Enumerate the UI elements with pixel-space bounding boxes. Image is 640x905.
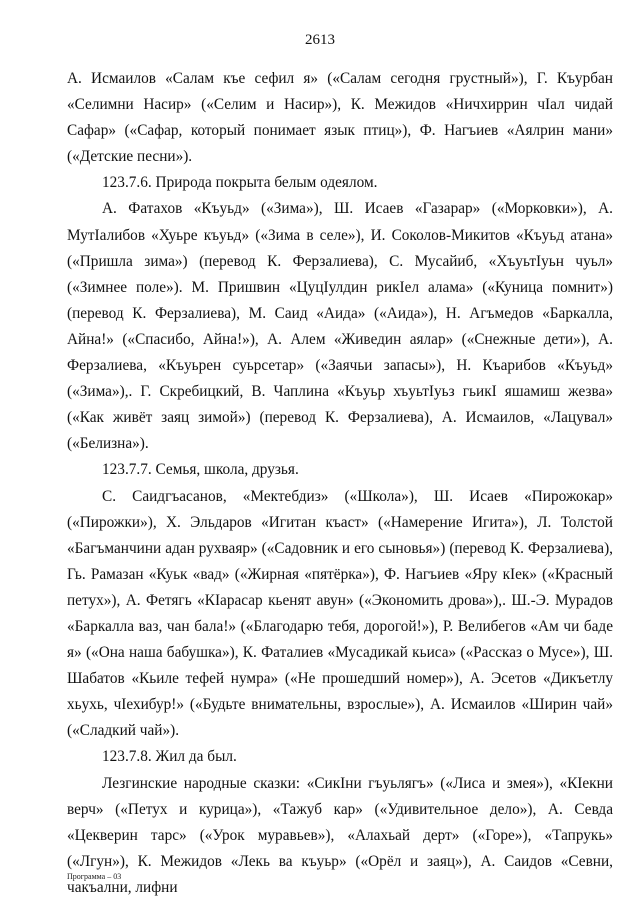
paragraph-intro: А. Исмаилов «Салам къе сефил я» («Салам сегодня грустный»), Г. Къурбан «Селимни Насир» («Селим и Насир»), К. Межидов «Ничхиррин чӀал чидай Сафар» («Сафар, который понимает язык птиц»), Ф. Нагъиев «Аялрин мани» («Детские песни»). [67, 70, 613, 166]
paragraph-nature: А. Фатахов «Къуьд» («Зима»), Ш. Исаев «Газарар» («Морковки»), А. МутӀалибов «Хуьре къуьд» («Зима в селе»), И. Соколов-Микитов «Къуьд атана» («Пришла зима») (перевод К. Ферзалиева), С. Мусайиб, «ХъуьтӀуьн чуьл» («Зимнее поле»). М. Пришвин «ЦуцӀулдин рикӀел алама» («Куница помнит») (перевод К. Ферзалиева), М. Саид «Аида» («Аида»), Н. Агъмедов «Баркалла, Айна!» («Спасибо, Айна!»), А. Алем «Живедин аялар» («Снежные дети»), А. Ферзалиева, «Къуьрен суьрсетар» («Заячьи запасы»), Н. Къарибов «Къуьд» («Зима»),. Г. Скребицкий, В. Чаплина «Къуьр хъуьтӀуьз гьикӀ яшамиш жезва» («Как живёт заяц зимой») (перевод К. Ферзалиева), А. Исмаилов, «Лацувал» («Белизна»). [67, 200, 613, 453]
paragraph-tales: Лезгинские народные сказки: «СикӀни гъуьлягъ» («Лиса и змея»), «КӀекни верч» («Петух и курица»), «Тажуб кар» («Удивительное дело»), А. Севда «Цекверин тарс» («Урок муравьев»), «Алахьай дерт» («Горе»), «Тапрукь» («Лгун»), К. Межидов «Лекь ва къуьр» («Орёл и заяц»), А. Саидов «Севни, чакъални, лифни [67, 774, 613, 896]
section-heading-123-7-7: 123.7.7. Семья, школа, друзья. [102, 461, 299, 479]
page-content [67, 66, 613, 901]
page-number: 2613 [305, 32, 335, 48]
section-heading-123-7-8: 123.7.8. Жил да был. [102, 748, 237, 766]
page-footer: Программа – 03 [67, 872, 122, 881]
section-heading-123-7-6: 123.7.6. Природа покрыта белым одеялом. [102, 174, 378, 192]
paragraph-family: С. Саидгъасанов, «Мектебдиз» («Школа»), Ш. Исаев «Пирожокар» («Пирожки»), Х. Эльдаров «Игитан къаст» («Намерение Игита»), Л. Толстой «Багъманчини адан рухваяр» («Садовник и его сыновья») (перевод К. Ферзалиева), Гь. Рамазан «Куьк «вад» («Жирная «пятёрка»), Ф. Нагъиев «Яру кӀек» («Красный петух»), А. Фетягь «КӀарасар кьенят авун» («Экономить дрова»),. Ш.-Э. Мурадов «Баркалла ваз, чан бала!» («Благодарю тебя, дорогой!»), Р. Велибегов «Ам чи баде я» («Она наша бабушка»), К. Фаталиев «Мусадикай кьиса» («Рассказ о Мусе»), Ш. Шабатов «Кьиле тефей нумра» («Не прошедший номер»), А. Эсетов «Дикъетлу хьухь, чӀехибур!» («Будьте внимательны, взрослые»), А. Исмаилов «Ширин чай» («Сладкий чай»). [67, 487, 613, 740]
